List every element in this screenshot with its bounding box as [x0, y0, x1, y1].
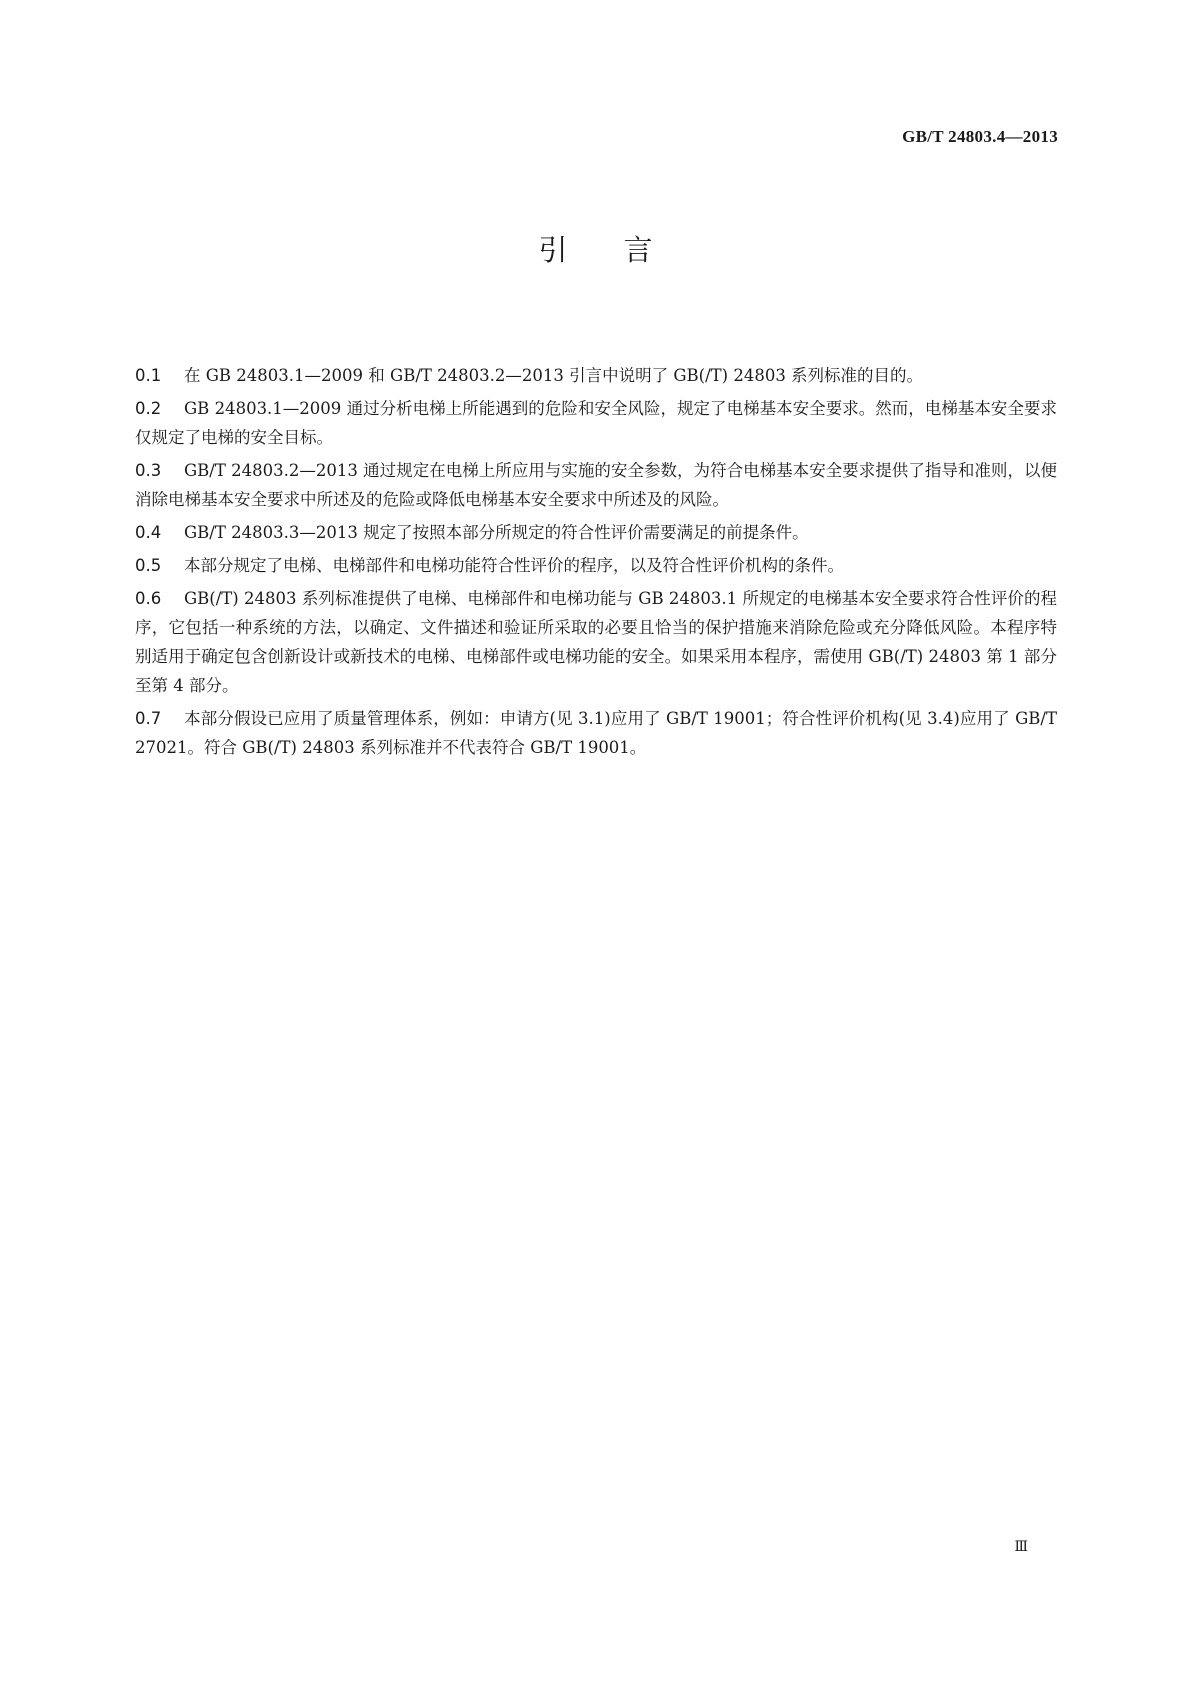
paragraph-number: 0.4 — [135, 523, 162, 542]
paragraph-number: 0.7 — [135, 709, 162, 728]
paragraph-text: 本部分规定了电梯、电梯部件和电梯功能符合性评价的程序，以及符合性评价机构的条件。 — [184, 556, 844, 575]
section-title: 引言 — [538, 233, 709, 267]
introduction-body — [135, 361, 1057, 766]
paragraph-number: 0.3 — [135, 461, 162, 480]
paragraph-text: 本部分假设已应用了质量管理体系，例如：申请方(见 3.1)应用了 GB/T 19001；符合性评价机构(见 3.4)应用了 GB/T 27021。符合 GB(/T) 24803 系列标准并不代表符合 GB/T 19001。 — [135, 709, 1057, 757]
paragraph-0-1 — [135, 361, 1057, 390]
paragraph-number: 0.6 — [135, 589, 162, 608]
paragraph-text: 在 GB 24803.1—2009 和 GB/T 24803.2—2013 引言中说明了 GB(/T) 24803 系列标准的目的。 — [184, 366, 924, 385]
paragraph-number: 0.2 — [135, 399, 162, 418]
paragraph-text: GB(/T) 24803 系列标准提供了电梯、电梯部件和电梯功能与 GB 24803.1 所规定的电梯基本安全要求符合性评价的程序，它包括一种系统的方法，以确定、文件描述和验证所采取的必要且恰当的保护措施来消除危险或充分降低风险。本程序特别适用于确定包含创新设计或新技术的电梯、电梯部件或电梯功能的安全。如果采用本程序，需使用 GB(/T) 24803 第 1 部分至第 4 部分。 — [135, 589, 1057, 695]
paragraph-0-4 — [135, 518, 1057, 547]
paragraph-0-7 — [135, 704, 1057, 762]
paragraph-0-3 — [135, 456, 1057, 514]
paragraph-0-2 — [135, 394, 1057, 452]
paragraph-0-5 — [135, 551, 1057, 580]
paragraph-text: GB 24803.1—2009 通过分析电梯上所能遇到的危险和安全风险，规定了电梯基本安全要求。然而，电梯基本安全要求仅规定了电梯的安全目标。 — [135, 399, 1057, 447]
paragraph-number: 0.5 — [135, 556, 162, 575]
paragraph-text: GB/T 24803.2—2013 通过规定在电梯上所应用与实施的安全参数，为符合电梯基本安全要求提供了指导和准则，以便消除电梯基本安全要求中所述及的危险或降低电梯基本安全要求中所述及的风险。 — [135, 461, 1057, 509]
standard-code: GB/T 24803.4—2013 — [902, 127, 1058, 146]
paragraph-0-6 — [135, 584, 1057, 700]
paragraph-text: GB/T 24803.3—2013 规定了按照本部分所规定的符合性评价需要满足的前提条件。 — [184, 523, 809, 542]
page-number: Ⅲ — [1014, 1539, 1028, 1555]
paragraph-number: 0.1 — [135, 366, 162, 385]
